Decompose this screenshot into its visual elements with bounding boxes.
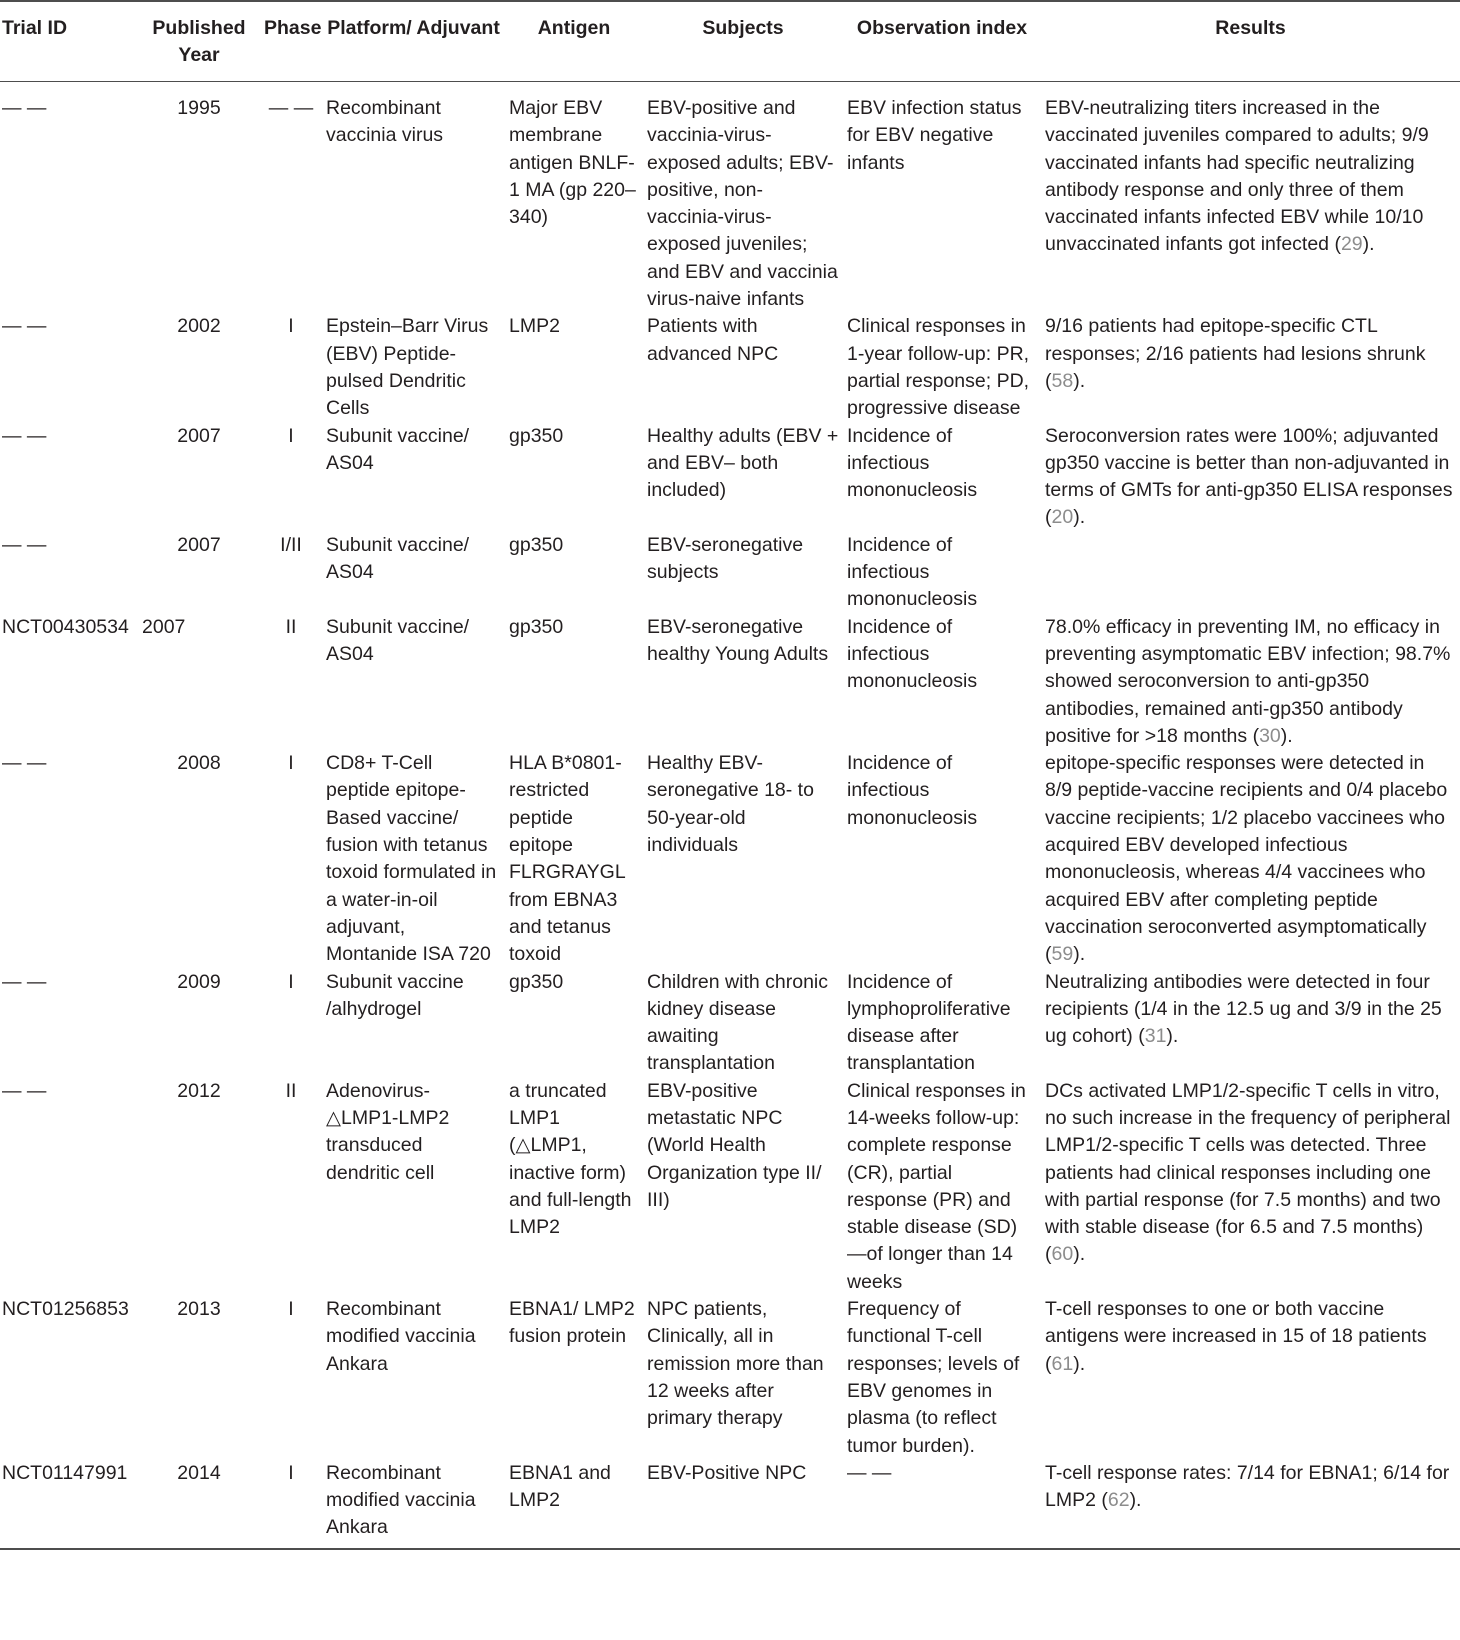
results-text: 9/16 patients had epitope-specific CTL responses; 2/16 patients had lesions shrunk ( xyxy=(1045,315,1426,392)
results-text: DCs activated LMP1/2-specific T cells in vitro, no such increase in the frequency of peripheral LMP1/2-specific T cells was detected. Three patients had clinical responses including one with partial response (for 7.5 months) and two with stable disease (for 6.5 and 7.5 months) ( xyxy=(1045,1079,1451,1266)
header-published-year: Published Year xyxy=(138,1,260,82)
trial-id-cell: — — xyxy=(2,752,47,775)
reference-link[interactable]: 60 xyxy=(1051,1243,1074,1266)
reference-link[interactable]: 62 xyxy=(1107,1489,1130,1512)
table-row xyxy=(0,1460,1460,1549)
table-row xyxy=(0,82,1460,314)
reference-link[interactable]: 59 xyxy=(1051,943,1074,966)
reference-link[interactable]: 30 xyxy=(1259,724,1281,747)
antigen-cell: gp350 xyxy=(509,424,564,447)
header-platform: Platform/ Adjuvant xyxy=(322,1,505,82)
subjects-cell: EBV-positive and vaccinia-virus-exposed adults; EBV-positive, non-vaccinia-virus-exposed juveniles; and EBV and vaccinia virus-naive infants xyxy=(647,97,838,311)
antigen-cell: gp350 xyxy=(509,615,564,638)
subjects-cell: Healthy EBV-seronegative 18- to 50-year-old individuals xyxy=(647,752,814,857)
year-cell: 2009 xyxy=(177,970,221,993)
platform-cell: Epstein–Barr Virus (EBV) Peptide-pulsed Dendritic Cells xyxy=(326,315,489,420)
results-text: 78.0% efficacy in preventing IM, no efficacy in preventing asymptomatic EBV infection; 98.7% showed seroconversion to anti-gp350 antibodies, remained anti-gp350 antibody positive for >18 months ( xyxy=(1045,615,1451,747)
table-row xyxy=(0,1078,1460,1296)
platform-cell: Recombinant modified vaccinia Ankara xyxy=(326,1298,476,1375)
results-text: Seroconversion rates were 100%; adjuvanted gp350 vaccine is better than non-adjuvanted in terms of GMTs for anti-gp350 ELISA responses ( xyxy=(1045,424,1453,529)
header-observation-index: Observation index xyxy=(843,1,1041,82)
header-results: Results xyxy=(1041,1,1460,82)
platform-cell: Subunit vaccine/ AS04 xyxy=(326,615,470,665)
header-phase: Phase xyxy=(260,1,322,82)
subjects-cell: Patients with advanced NPC xyxy=(647,315,779,365)
reference-link[interactable]: 31 xyxy=(1144,1025,1167,1048)
year-cell: 2002 xyxy=(177,315,221,338)
results-text: EBV-neutralizing titers increased in the vaccinated juveniles compared to adults; 9/9 vaccinated infants had specific neutralizing antibody response and only three of them vaccinated infants infected EBV while 10/10 unvaccinated infants got infected ( xyxy=(1045,97,1429,256)
reference-link[interactable]: 20 xyxy=(1051,506,1074,529)
observation-cell: — — xyxy=(843,1460,1041,1549)
results-cell xyxy=(1041,750,1460,968)
year-cell: 1995 xyxy=(177,97,221,119)
results-text-end: ). xyxy=(1166,1025,1179,1048)
phase-cell: I xyxy=(288,315,294,338)
phase-cell: II xyxy=(285,615,297,638)
observation-cell: Incidence of infectious mononucleosis xyxy=(847,752,978,829)
platform-cell: Subunit vaccine /alhydrogel xyxy=(326,970,464,1020)
platform-cell: Recombinant vaccinia virus xyxy=(326,97,444,147)
observation-cell: Frequency of functional T-cell responses; levels of EBV genomes in plasma (to reflect tumor burden). xyxy=(847,1298,1020,1457)
antigen-cell: gp350 xyxy=(509,533,564,556)
observation-cell: Incidence of lymphoproliferative disease after transplantation xyxy=(847,970,1011,1075)
year-cell: 2007 xyxy=(177,424,221,447)
results-text-end: ). xyxy=(1073,1352,1086,1375)
results-cell xyxy=(1041,1296,1460,1460)
trial-id-cell: — — xyxy=(2,424,47,447)
antigen-cell: gp350 xyxy=(509,970,564,993)
subjects-cell: Children with chronic kidney disease awaiting transplantation xyxy=(647,970,828,1075)
results-cell xyxy=(1041,1078,1460,1296)
subjects-cell: Healthy adults (EBV + and EBV– both included) xyxy=(647,424,839,502)
observation-cell: EBV infection status for EBV negative infants xyxy=(847,97,1022,174)
subjects-cell: EBV-Positive NPC xyxy=(643,1460,843,1549)
trial-id-cell: NCT01256853 xyxy=(2,1298,129,1321)
subjects-cell: EBV-positive metastatic NPC (World Health Organization type II/ III) xyxy=(647,1079,822,1211)
observation-cell: Incidence of infectious mononucleosis xyxy=(847,424,978,502)
platform-cell: Subunit vaccine/ AS04 xyxy=(326,533,470,584)
reference-link[interactable]: 29 xyxy=(1340,233,1363,256)
results-text-end: ). xyxy=(1129,1489,1142,1512)
subjects-cell: EBV-seronegative subjects xyxy=(647,533,804,584)
observation-cell: Clinical responses in 1-year follow-up: PR, partial response; PD, progressive disease xyxy=(847,315,1030,420)
results-cell xyxy=(1041,1460,1460,1549)
trial-id-cell: — — xyxy=(2,97,47,119)
antigen-cell: LMP2 xyxy=(509,315,560,338)
table-row xyxy=(0,750,1460,968)
trial-id-cell: — — xyxy=(2,1079,47,1102)
results-text-end: ). xyxy=(1073,1243,1086,1266)
year-cell: 2007 xyxy=(177,533,221,556)
trial-id-cell: — — xyxy=(2,970,47,993)
reference-link[interactable]: 58 xyxy=(1051,369,1074,392)
year-cell: 2008 xyxy=(177,752,221,775)
table-row xyxy=(0,532,1460,614)
results-cell xyxy=(1041,423,1460,532)
antigen-cell: EBNA1 and LMP2 xyxy=(505,1460,643,1549)
phase-cell: I xyxy=(288,752,294,775)
trial-id-cell: NCT00430534 xyxy=(2,615,129,638)
antigen-cell: Major EBV membrane antigen BNLF-1 MA (gp 220–340) xyxy=(509,97,636,229)
platform-cell: CD8+ T-Cell peptide epitope-Based vaccine/ fusion with tetanus toxoid formulated in a water-in-oil adjuvant, Montanide ISA 720 xyxy=(326,752,497,966)
results-text-end: ). xyxy=(1073,943,1086,966)
results-text: Neutralizing antibodies were detected in four recipients (1/4 in the 12.5 ug and 3/9 in the 25 ug cohort) ( xyxy=(1045,970,1442,1048)
results-cell xyxy=(1041,969,1460,1078)
table-row xyxy=(0,614,1460,750)
table-row xyxy=(0,313,1460,422)
antigen-cell: EBNA1/ LMP2 fusion protein xyxy=(509,1298,635,1348)
reference-link[interactable]: 61 xyxy=(1051,1352,1074,1375)
results-text: epitope-specific responses were detected in 8/9 peptide-vaccine recipients and 0/4 placebo vaccine recipients; 1/2 placebo vaccinees who acquired EBV developed infectious mononucleosis, whereas 4/4 vaccinees who acquired EBV after completing peptide vaccination seroconverted asymptomatically ( xyxy=(1045,752,1448,966)
year-cell: 2013 xyxy=(177,1298,221,1321)
year-cell: 2007 xyxy=(142,615,186,638)
observation-cell: Clinical responses in 14-weeks follow-up: complete response (CR), partial response (PR) and stable disease (SD) —of longer than 14 weeks xyxy=(847,1079,1026,1293)
table-row xyxy=(0,1296,1460,1460)
header-antigen: Antigen xyxy=(505,1,643,82)
phase-cell: I xyxy=(288,1298,294,1321)
year-cell: 2012 xyxy=(177,1079,221,1102)
header-row xyxy=(0,1,1460,82)
results-text: T-cell responses to one or both vaccine antigens were increased in 15 of 18 patients ( xyxy=(1045,1298,1427,1375)
header-subjects: Subjects xyxy=(643,1,843,82)
phase-cell: I xyxy=(288,970,294,993)
trial-id-cell: — — xyxy=(2,315,47,338)
results-cell xyxy=(1041,614,1460,750)
phase-cell: I/II xyxy=(280,533,302,556)
phase-cell: II xyxy=(285,1079,297,1102)
antigen-cell: a truncated LMP1 (△LMP1, inactive form) and full-length LMP2 xyxy=(509,1079,632,1239)
results-cell xyxy=(1041,313,1460,422)
results-text-end: ). xyxy=(1280,724,1293,747)
phase-cell: I xyxy=(288,424,294,447)
header-trial-id: Trial ID xyxy=(0,1,138,82)
table-row xyxy=(0,969,1460,1078)
trial-id-cell: NCT01147991 xyxy=(0,1460,138,1549)
platform-cell: Subunit vaccine/ AS04 xyxy=(326,424,470,474)
antigen-cell: HLA B*0801-restricted peptide epitope FLRGRAYGL from EBNA3 and tetanus toxoid xyxy=(509,752,625,966)
results-text-end: ). xyxy=(1073,506,1086,529)
trial-id-cell: — — xyxy=(2,533,47,556)
phase-cell: — — xyxy=(268,97,314,119)
table-row xyxy=(0,423,1460,532)
platform-cell: Adenovirus-△LMP1-LMP2 transduced dendritic cell xyxy=(326,1079,450,1184)
results-text-end: ). xyxy=(1073,369,1086,392)
year-cell: 2014 xyxy=(138,1460,260,1549)
platform-cell: Recombinant modified vaccinia Ankara xyxy=(322,1460,505,1549)
table-body xyxy=(0,82,1460,1549)
observation-cell: Incidence of infectious mononucleosis xyxy=(847,615,978,693)
subjects-cell: EBV-seronegative healthy Young Adults xyxy=(647,615,829,665)
phase-cell: I xyxy=(260,1460,322,1549)
subjects-cell: NPC patients, Clinically, all in remission more than 12 weeks after primary therapy xyxy=(647,1298,824,1430)
results-text: T-cell response rates: 7/14 for EBNA1; 6/14 for LMP2 ( xyxy=(1045,1461,1450,1512)
observation-cell: Incidence of infectious mononucleosis xyxy=(847,533,978,611)
results-cell xyxy=(1041,82,1460,314)
results-text-end: ). xyxy=(1362,233,1375,256)
results-cell xyxy=(1041,532,1460,614)
